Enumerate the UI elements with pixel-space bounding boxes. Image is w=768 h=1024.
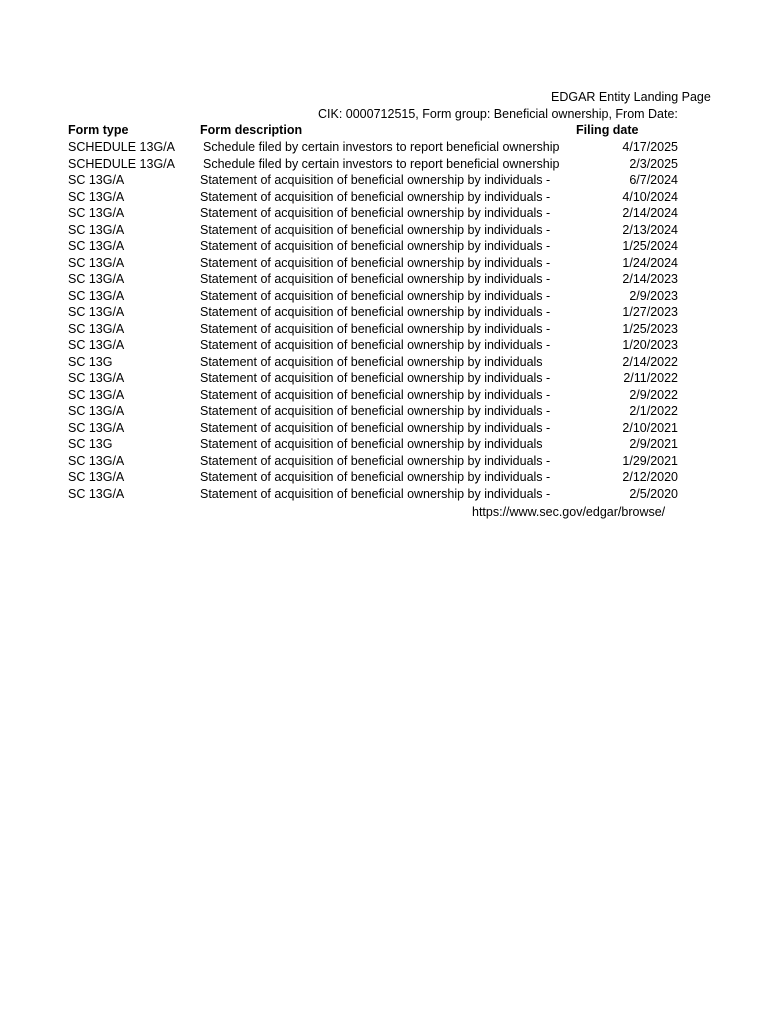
form-description-cell: Statement of acquisition of beneficial ownership by individuals -	[200, 470, 551, 484]
filing-date-cell: 2/3/2025	[629, 156, 678, 171]
table-row	[0, 453, 768, 470]
report-title: EDGAR Entity Landing Page	[551, 90, 711, 104]
table-row	[0, 354, 768, 371]
form-description-cell: Statement of acquisition of beneficial ownership by individuals -	[200, 272, 551, 286]
table-row	[0, 387, 768, 404]
filing-date-cell: 2/14/2023	[622, 272, 678, 286]
form-type-cell: SC 13G/A	[68, 486, 125, 501]
filing-date-cell: 4/10/2024	[622, 189, 678, 204]
form-type-cell: SC 13G/A	[68, 189, 125, 204]
table-row	[0, 222, 768, 239]
form-description-cell: Statement of acquisition of beneficial ownership by individuals -	[200, 404, 551, 418]
filing-date-cell: 6/7/2024	[629, 173, 678, 187]
filing-date-cell: 1/20/2023	[622, 338, 678, 352]
form-type-cell: SC 13G	[68, 437, 113, 451]
column-header-filing-date: Filing date	[576, 123, 639, 137]
table-row	[0, 255, 768, 272]
form-type-cell: SC 13G/A	[68, 305, 125, 319]
form-type-cell: SC 13G/A	[68, 272, 125, 286]
table-row	[0, 469, 768, 486]
form-description-cell: Statement of acquisition of beneficial ownership by individuals -	[200, 321, 551, 336]
form-type-cell: SC 13G/A	[68, 222, 125, 237]
form-description-cell: Schedule filed by certain investors to report beneficial ownership	[203, 156, 560, 171]
table-row	[0, 486, 768, 503]
form-type-cell: SC 13G/A	[68, 173, 125, 187]
form-type-cell: SC 13G/A	[68, 321, 125, 336]
report-subtitle: CIK: 0000712515, Form group: Beneficial ownership, From Date:	[318, 107, 678, 121]
source-url: https://www.sec.gov/edgar/browse/	[472, 505, 666, 519]
form-type-cell: SC 13G/A	[68, 387, 125, 402]
form-type-cell: SC 13G/A	[68, 239, 125, 253]
form-description-cell: Statement of acquisition of beneficial ownership by individuals -	[200, 222, 551, 237]
form-type-cell: SC 13G/A	[68, 288, 125, 303]
form-type-cell: SC 13G/A	[68, 255, 125, 270]
form-type-cell: SCHEDULE 13G/A	[68, 140, 175, 154]
table-row	[0, 403, 768, 420]
table-row	[0, 370, 768, 387]
form-description-cell: Statement of acquisition of beneficial ownership by individuals -	[200, 239, 551, 253]
table-row	[0, 304, 768, 321]
form-type-cell: SC 13G/A	[68, 371, 125, 385]
filing-date-cell: 2/13/2024	[622, 222, 678, 237]
filing-date-cell: 1/25/2023	[622, 321, 678, 336]
filing-date-cell: 1/27/2023	[622, 305, 678, 319]
filing-date-cell: 1/24/2024	[622, 255, 678, 270]
filing-date-cell: 1/25/2024	[622, 239, 678, 253]
filing-date-cell: 2/9/2021	[629, 437, 678, 451]
form-type-cell: SC 13G/A	[68, 453, 125, 468]
form-type-cell: SC 13G/A	[68, 420, 125, 435]
table-row	[0, 337, 768, 354]
form-type-cell: SC 13G	[68, 354, 113, 369]
filing-date-cell: 2/9/2022	[629, 387, 678, 402]
filing-date-cell: 2/9/2023	[629, 288, 678, 303]
table-row	[0, 321, 768, 338]
form-description-cell: Statement of acquisition of beneficial ownership by individuals -	[200, 453, 551, 468]
form-description-cell: Statement of acquisition of beneficial ownership by individuals	[200, 437, 543, 451]
filing-date-cell: 2/1/2022	[629, 404, 678, 418]
filing-date-cell: 2/14/2024	[622, 206, 678, 220]
filing-date-cell: 2/12/2020	[622, 470, 678, 484]
table-row	[0, 420, 768, 437]
form-description-cell: Statement of acquisition of beneficial ownership by individuals -	[200, 338, 551, 352]
form-description-cell: Statement of acquisition of beneficial ownership by individuals -	[200, 255, 551, 270]
form-description-cell: Statement of acquisition of beneficial ownership by individuals	[200, 354, 543, 369]
table-row	[0, 172, 768, 189]
table-row	[0, 436, 768, 453]
form-description-cell: Statement of acquisition of beneficial ownership by individuals -	[200, 173, 551, 187]
table-row	[0, 156, 768, 173]
form-type-cell: SCHEDULE 13G/A	[68, 156, 175, 171]
column-header-form-description: Form description	[200, 123, 303, 137]
table-row	[0, 238, 768, 255]
form-type-cell: SC 13G/A	[68, 470, 125, 484]
form-description-cell: Statement of acquisition of beneficial ownership by individuals -	[200, 486, 551, 501]
table-row	[0, 139, 768, 156]
table-row	[0, 205, 768, 222]
form-description-cell: Statement of acquisition of beneficial ownership by individuals -	[200, 387, 551, 402]
table-row	[0, 288, 768, 305]
filing-date-cell: 2/14/2022	[622, 354, 678, 369]
filing-date-cell: 1/29/2021	[622, 453, 678, 468]
form-type-cell: SC 13G/A	[68, 206, 125, 220]
form-description-cell: Statement of acquisition of beneficial ownership by individuals -	[200, 288, 551, 303]
filing-date-cell: 4/17/2025	[622, 140, 678, 154]
filing-date-cell: 2/5/2020	[629, 486, 678, 501]
form-type-cell: SC 13G/A	[68, 338, 125, 352]
filing-date-cell: 2/11/2022	[623, 371, 678, 385]
filings-table-body	[0, 139, 768, 502]
form-description-cell: Statement of acquisition of beneficial ownership by individuals -	[200, 206, 551, 220]
form-description-cell: Statement of acquisition of beneficial ownership by individuals -	[200, 420, 551, 435]
form-description-cell: Statement of acquisition of beneficial ownership by individuals -	[200, 371, 551, 385]
form-description-cell: Statement of acquisition of beneficial ownership by individuals -	[200, 305, 551, 319]
form-type-cell: SC 13G/A	[68, 404, 125, 418]
table-row	[0, 189, 768, 206]
form-description-cell: Statement of acquisition of beneficial ownership by individuals -	[200, 189, 551, 204]
table-row	[0, 271, 768, 288]
column-header-form-type: Form type	[68, 123, 129, 137]
filing-date-cell: 2/10/2021	[622, 420, 678, 435]
form-description-cell: Schedule filed by certain investors to report beneficial ownership	[203, 140, 560, 154]
